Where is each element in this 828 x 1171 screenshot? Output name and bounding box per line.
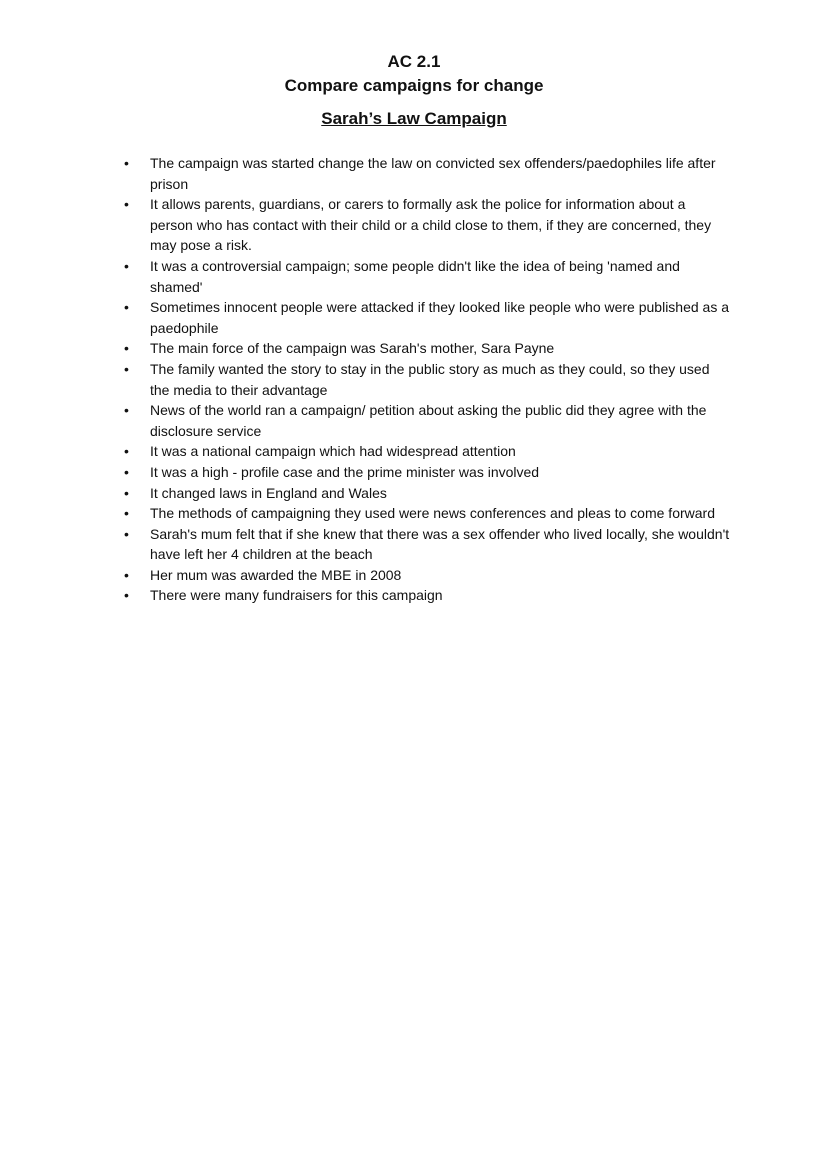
bullet-icon: •: [124, 402, 129, 419]
list-item: [124, 483, 730, 504]
bullet-icon: •: [124, 443, 129, 460]
list-item-text: It was a high - profile case and the prime minister was involved: [150, 463, 540, 480]
assessment-criterion-code: AC 2.1: [387, 52, 441, 71]
bullet-icon: •: [124, 340, 129, 357]
list-item: [124, 297, 730, 338]
list-item-text: The main force of the campaign was Sarah's mother, Sara Payne: [150, 340, 555, 357]
list-item-text: Her mum was awarded the MBE in 2008: [150, 566, 402, 583]
list-item-text: Sarah's mum felt that if she knew that there was a sex offender who lived locally, she wouldn't have left her 4 children at the beach: [150, 525, 730, 563]
list-item: [124, 338, 730, 359]
list-item: [124, 565, 730, 586]
list-item-text: The methods of campaigning they used were news conferences and pleas to come forward: [150, 505, 715, 522]
bullet-icon: •: [124, 155, 129, 171]
bullet-icon: •: [124, 484, 129, 501]
bullet-icon: •: [124, 566, 129, 583]
list-item-text: News of the world ran a campaign/ petition about asking the public did they agree with the disclosure service: [150, 402, 707, 439]
bullet-icon: •: [124, 360, 129, 377]
document-header: [0, 50, 828, 131]
bullet-icon: •: [124, 257, 129, 274]
list-item: [124, 400, 730, 441]
list-item-text: It changed laws in England and Wales: [150, 484, 387, 501]
list-item-text: The campaign was started change the law on convicted sex offenders/paedophiles life after prison: [150, 155, 716, 192]
list-item: [124, 194, 730, 256]
list-item-text: There were many fundraisers for this campaign: [150, 587, 443, 604]
bullet-icon: •: [124, 525, 129, 542]
list-item: [124, 256, 730, 297]
list-item: [124, 585, 730, 606]
document-subtitle: Compare campaigns for change: [284, 76, 544, 95]
bullet-icon: •: [124, 463, 129, 480]
list-item-text: It was a controversial campaign; some people didn't like the idea of being 'named and shamed': [150, 257, 680, 295]
list-item: [124, 359, 730, 400]
list-item: [124, 503, 730, 524]
list-item: [124, 153, 730, 194]
list-item: [124, 462, 730, 483]
list-item-text: The family wanted the story to stay in the public story as much as they could, so they used the media to their advantage: [150, 360, 710, 398]
bullet-icon: •: [124, 587, 129, 604]
list-item-text: Sometimes innocent people were attacked if they looked like people who were published as a paedophile: [150, 299, 730, 336]
bullet-icon: •: [124, 299, 129, 316]
list-item-text: It was a national campaign which had widespread attention: [150, 443, 516, 460]
list-item: [124, 441, 730, 462]
list-item-text: It allows parents, guardians, or carers to formally ask the police for information about a person who has contact with their child or a child close to them, if they are concerned, they may pose a risk.: [150, 196, 712, 254]
bullet-icon: •: [124, 196, 129, 213]
list-item: [124, 524, 730, 565]
campaign-points-list: [124, 153, 730, 606]
campaign-title: Sarah’s Law Campaign: [321, 109, 507, 128]
bullet-icon: •: [124, 505, 129, 522]
